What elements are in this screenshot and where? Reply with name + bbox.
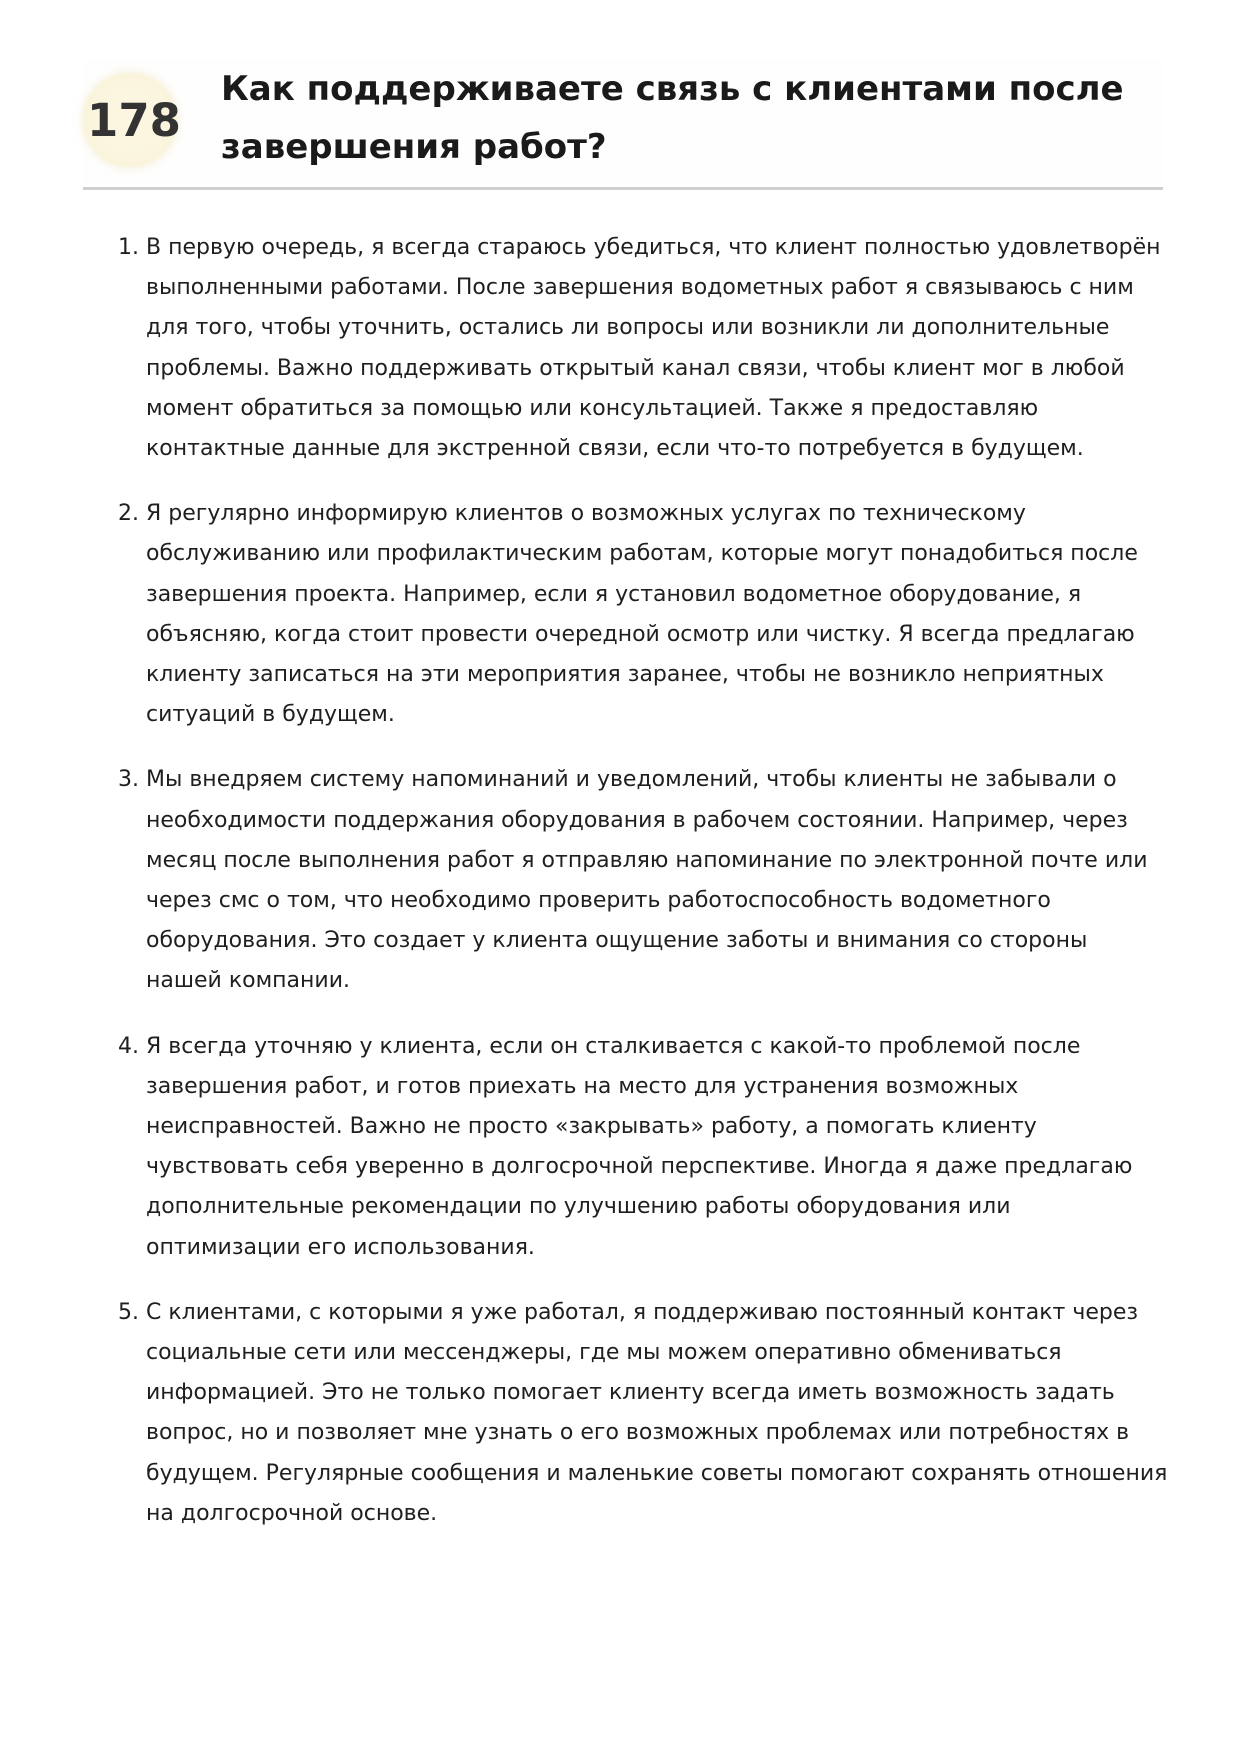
question-header bbox=[83, 60, 1163, 190]
answer-text: Я всегда уточняю у клиента, если он сталкивается с какой-то проблемой после завершения работ, и готов приехать на место для устранения возможных неисправностей. Важно не просто «закрывать» работу, а помогать клиенту чувствовать себя уверенно в долгосрочной перспективе. Иногда я даже предлагаю дополнительные рекомендации по улучшению работы оборудования или оптимизации его использования. bbox=[146, 1033, 1133, 1260]
question-title: Как поддерживаете связь с клиентами после завершения работ? bbox=[221, 69, 1124, 167]
answer-number: 1. bbox=[118, 235, 139, 260]
answer-item bbox=[118, 1027, 1168, 1268]
answer-number: 3. bbox=[118, 767, 139, 793]
answer-number: 4. bbox=[118, 1033, 139, 1059]
question-number: 178 bbox=[87, 93, 181, 147]
question-number-badge bbox=[83, 73, 181, 167]
answer-item bbox=[118, 494, 1168, 735]
answer-text: В первую очередь, я всегда стараюсь убедиться, что клиент полностью удовлетворён выполненными работами. После завершения водометных работ я связываюсь с ним для того, чтобы уточнить, остались ли вопросы или возникли ли дополнительные проблемы. Важно поддерживать открытый канал связи, чтобы клиент мог в любой момент обратиться за помощью или консультацией. Также я предоставляю контактные данные для экстренной связи, если что-то потребуется в будущем. bbox=[146, 235, 1161, 462]
answer-list bbox=[118, 228, 1168, 1559]
answer-number: 5. bbox=[118, 1299, 139, 1325]
answer-text: Мы внедряем систему напоминаний и уведомлений, чтобы клиенты не забывали о необходимости поддержания оборудования в рабочем состоянии. Например, через месяц после выполнения работ я отправляю напоминание по электронной почте или через смс о том, что необходимо проверить работоспособность водометного оборудования. Это создает у клиента ощущение заботы и внимания со стороны нашей компании. bbox=[146, 767, 1148, 994]
answer-item bbox=[118, 1293, 1168, 1534]
answer-text: Я регулярно информирую клиентов о возможных услугах по техническому обслуживанию или профилактическим работам, которые могут понадобиться после завершения проекта. Например, если я установил водометное оборудование, я объясняю, когда стоит провести очередной осмотр или чистку. Я всегда предлагаю клиенту записаться на эти мероприятия заранее, чтобы не возникло неприятных ситуаций в будущем. bbox=[146, 501, 1138, 728]
answer-item bbox=[118, 760, 1168, 1001]
answer-text: С клиентами, с которыми я уже работал, я поддерживаю постоянный контакт через социальные сети или мессенджеры, где мы можем оперативно обмениваться информацией. Это не только помогает клиенту всегда иметь возможность задать вопрос, но и позволяет мне узнать о его возможных проблемах или потребностях в будущем. Регулярные сообщения и маленькие советы помогают сохранять отношения на долгосрочной основе. bbox=[146, 1299, 1168, 1526]
answer-item bbox=[118, 228, 1168, 469]
answer-number: 2. bbox=[118, 501, 139, 527]
